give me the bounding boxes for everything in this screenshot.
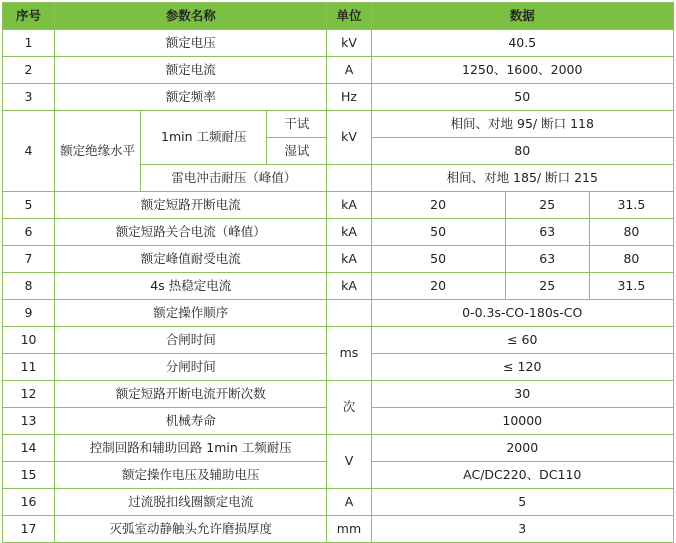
- row-data-1: 20: [371, 192, 505, 219]
- sub-type-dry: 干试: [267, 111, 327, 138]
- row-data-2: 63: [505, 219, 589, 246]
- row-no: 16: [3, 489, 55, 516]
- row-name: 分闸时间: [55, 354, 327, 381]
- row-name: 控制回路和辅助回路 1min 工频耐压: [55, 435, 327, 462]
- row-name: 额定短路开断电流开断次数: [55, 381, 327, 408]
- row-data-1: 20: [371, 273, 505, 300]
- row-data: 50: [371, 84, 673, 111]
- row-unit: V: [327, 435, 371, 489]
- row-unit: kV: [327, 30, 371, 57]
- row-unit: kA: [327, 192, 371, 219]
- row-data: 3: [371, 516, 673, 543]
- row-data: AC/DC220、DC110: [371, 462, 673, 489]
- row-unit: [327, 300, 371, 327]
- header-cell-name: 参数名称: [55, 3, 327, 30]
- row-data-3: 80: [589, 219, 673, 246]
- row-data-2: 63: [505, 246, 589, 273]
- row-name: 额定绝缘水平: [55, 111, 141, 192]
- header-cell-no: 序号: [3, 3, 55, 30]
- table-row: [3, 246, 674, 273]
- row-unit: kV: [327, 111, 371, 165]
- row-name: 过流脱扣线圈额定电流: [55, 489, 327, 516]
- row-data-3: 80: [589, 246, 673, 273]
- row-no: 8: [3, 273, 55, 300]
- table-row: [3, 219, 674, 246]
- row-no: 10: [3, 327, 55, 354]
- row-name: 额定频率: [55, 84, 327, 111]
- row-name: 额定操作顺序: [55, 300, 327, 327]
- table-row: [3, 300, 674, 327]
- header-row: [3, 3, 674, 30]
- row-no: 2: [3, 57, 55, 84]
- row-data: 5: [371, 489, 673, 516]
- row-name: 合闸时间: [55, 327, 327, 354]
- row-data: ≤ 60: [371, 327, 673, 354]
- row-no: 14: [3, 435, 55, 462]
- row-unit: 次: [327, 381, 371, 435]
- row-no: 13: [3, 408, 55, 435]
- table-row: [3, 57, 674, 84]
- row-no: 7: [3, 246, 55, 273]
- row-unit: kA: [327, 219, 371, 246]
- row-no: 9: [3, 300, 55, 327]
- row-name: 额定电压: [55, 30, 327, 57]
- row-data: 0-0.3s-CO-180s-CO: [371, 300, 673, 327]
- row-no: 4: [3, 111, 55, 192]
- row-name: 额定电流: [55, 57, 327, 84]
- row-unit: kA: [327, 246, 371, 273]
- row-data-1: 50: [371, 246, 505, 273]
- spec-table-container: [0, 2, 676, 536]
- row-data-2: 25: [505, 273, 589, 300]
- row-name: 灭弧室动静触头允许磨损厚度: [55, 516, 327, 543]
- row-data: 80: [371, 138, 673, 165]
- row-data-3: 31.5: [589, 192, 673, 219]
- row-data: 相间、对地 95/ 断口 118: [371, 111, 673, 138]
- table-row: [3, 516, 674, 543]
- row-unit: Hz: [327, 84, 371, 111]
- row-data: 相间、对地 185/ 断口 215: [371, 165, 673, 192]
- row-data: 40.5: [371, 30, 673, 57]
- row-name: 额定峰值耐受电流: [55, 246, 327, 273]
- table-row: [3, 381, 674, 408]
- table-row: [3, 489, 674, 516]
- row-data: 30: [371, 381, 673, 408]
- header-cell-data: 数据: [371, 3, 673, 30]
- row-data: 1250、1600、2000: [371, 57, 673, 84]
- row-unit: ms: [327, 327, 371, 381]
- row-data-1: 50: [371, 219, 505, 246]
- row-data-2: 25: [505, 192, 589, 219]
- row-no: 1: [3, 30, 55, 57]
- row-unit: kA: [327, 273, 371, 300]
- row-name: 机械寿命: [55, 408, 327, 435]
- row-no: 6: [3, 219, 55, 246]
- row-data-3: 31.5: [589, 273, 673, 300]
- table-row: [3, 30, 674, 57]
- row-name: 额定短路关合电流（峰值）: [55, 219, 327, 246]
- row-data: ≤ 120: [371, 354, 673, 381]
- row-no: 5: [3, 192, 55, 219]
- row-unit: A: [327, 489, 371, 516]
- table-row: [3, 84, 674, 111]
- row-no: 11: [3, 354, 55, 381]
- sub-label-power-frequency: 1min 工频耐压: [141, 111, 267, 165]
- header-cell-unit: 单位: [327, 3, 371, 30]
- row-no: 15: [3, 462, 55, 489]
- row-no: 3: [3, 84, 55, 111]
- specification-table: [2, 2, 674, 543]
- table-row: [3, 327, 674, 354]
- row-no: 12: [3, 381, 55, 408]
- row-name: 额定操作电压及辅助电压: [55, 462, 327, 489]
- table-row: [3, 273, 674, 300]
- table-row: [3, 111, 674, 138]
- row-unit: A: [327, 57, 371, 84]
- row-unit: [327, 165, 371, 192]
- row-no: 17: [3, 516, 55, 543]
- table-body: [3, 30, 674, 543]
- sub-type-wet: 湿试: [267, 138, 327, 165]
- table-row: [3, 192, 674, 219]
- table-header: [3, 3, 674, 30]
- sub-label-lightning-impulse: 雷电冲击耐压（峰值）: [141, 165, 327, 192]
- row-data: 10000: [371, 408, 673, 435]
- row-name: 额定短路开断电流: [55, 192, 327, 219]
- row-name: 4s 热稳定电流: [55, 273, 327, 300]
- table-row: [3, 435, 674, 462]
- row-unit: mm: [327, 516, 371, 543]
- row-data: 2000: [371, 435, 673, 462]
